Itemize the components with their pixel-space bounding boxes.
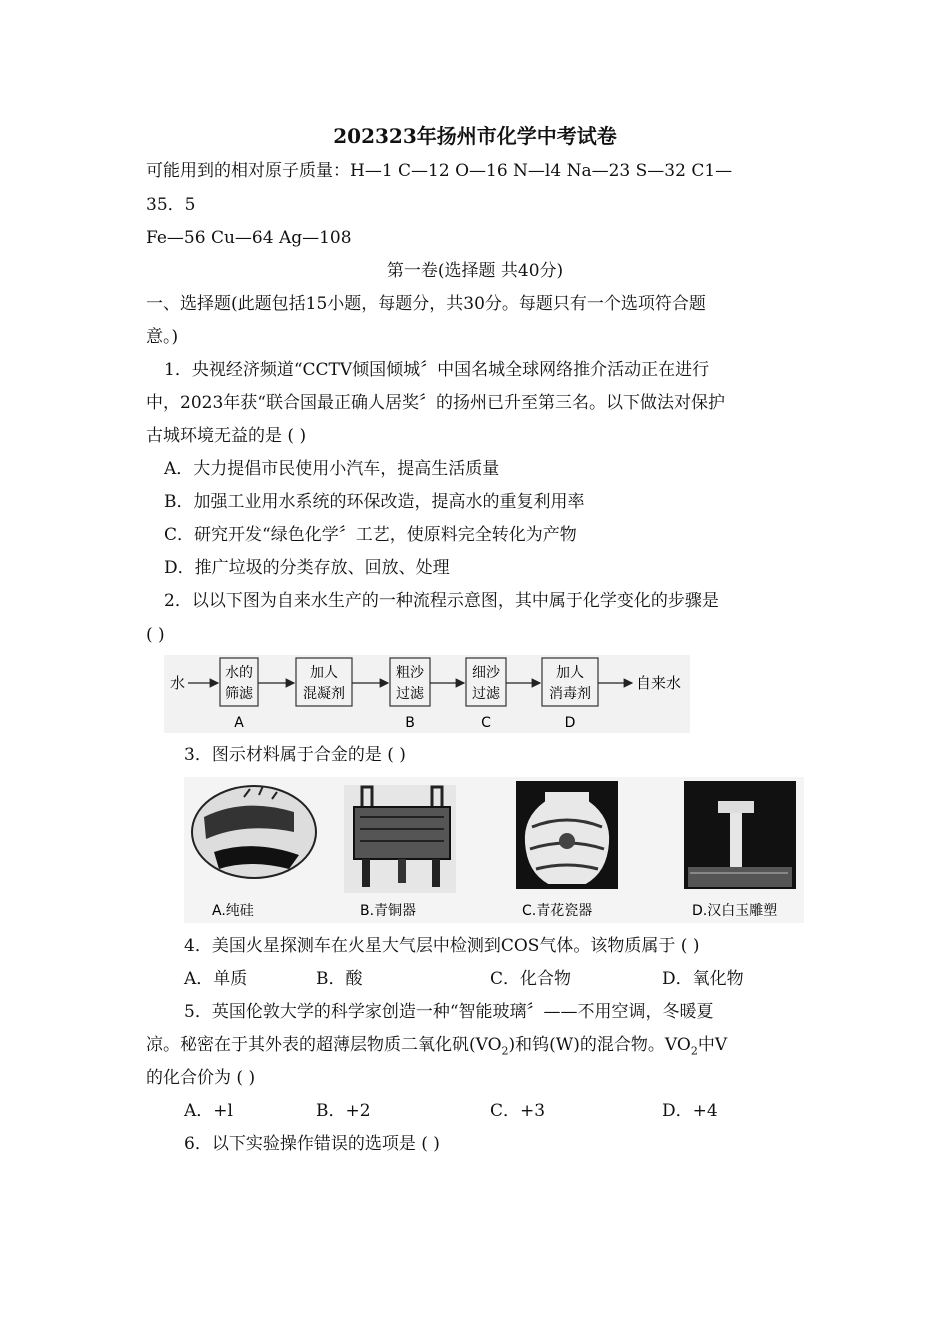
caption-d: D.汉白玉雕塑 (692, 903, 778, 919)
step-2-line-2: 混凝剂 (303, 686, 345, 702)
bronze-vessel-image (344, 785, 456, 893)
q5-line-1: 5．英国伦敦大学的科学家创造一种“智能玻璃〞——不用空调，冬暖夏 (184, 1002, 714, 1022)
pure-silicon-image (192, 786, 316, 878)
q4-option-c: C．化合物 (490, 969, 572, 989)
step-4-line-2: 过滤 (472, 686, 500, 702)
q1-option-d: D．推广垃圾的分类存放、回放、处理 (164, 558, 450, 578)
step-3-line-2: 过滤 (396, 686, 424, 702)
q1-option-b: B．加强工业用水系统的环保改造，提高水的重复利用率 (164, 492, 585, 512)
q5-line-3: 的化合价为 ( ) (146, 1068, 256, 1088)
step-5-line-2: 消毒剂 (549, 686, 591, 702)
q5-option-c: C．+3 (490, 1101, 546, 1121)
step-1-tag: A (234, 715, 244, 731)
q5-option-a: A．+l (184, 1101, 233, 1121)
step-4-line-1: 细沙 (472, 665, 500, 681)
q4-option-b: B．酸 (316, 969, 363, 989)
q1-option-a: A．大力提倡市民使用小汽车，提高生活质量 (164, 459, 500, 479)
q1-option-c: C．研究开发“绿色化学〞工艺，使原料完全转化为产物 (164, 525, 577, 545)
q2-line-1: 2．以以下图为自来水生产的一种流程示意图，其中属于化学变化的步骤是 (164, 591, 719, 611)
caption-c: C.青花瓷器 (522, 903, 593, 919)
step-3-line-1: 粗沙 (396, 665, 424, 681)
flow-end-label: 自来水 (636, 674, 682, 692)
materials-figure (184, 777, 804, 923)
q5-line-2-part-b: )和钨(W)的混合物。VO (508, 1035, 691, 1055)
q1-line-3: 古城环境无益的是 ( ) (146, 426, 307, 446)
q5-options (184, 1100, 784, 1122)
atomic-mass-line-2: 35．5 (146, 195, 196, 215)
jade-sculpture-image (684, 781, 796, 889)
step-1-line-1: 水的 (225, 665, 253, 681)
q5-option-b: B．+2 (316, 1101, 371, 1121)
step-2-line-1: 加人 (310, 665, 338, 681)
caption-a: A.纯硅 (212, 903, 254, 919)
q4-option-a: A．单质 (184, 969, 248, 989)
q5-line-2 (146, 1034, 727, 1062)
step-4-tag: C (481, 715, 491, 731)
q3-line-1: 3．图示材料属于合金的是 ( ) (184, 745, 406, 765)
part1-instructions-2: 意。) (146, 327, 179, 347)
step-3-tag: B (405, 715, 415, 731)
page-title: 202323年扬州市化学中考试卷 (333, 124, 617, 148)
porcelain-jar-image (516, 781, 618, 889)
step-5-tag: D (564, 715, 576, 731)
q4-option-d: D．氧化物 (662, 969, 744, 989)
caption-b: B.青铜器 (360, 903, 417, 919)
water-treatment-flow-diagram (164, 655, 690, 733)
q4-line-1: 4．美国火星探测车在火星大气层中检测到COS气体。该物质属于 ( ) (184, 936, 700, 956)
flow-start-label: 水 (170, 674, 186, 692)
part1-instructions-1: 一、选择题(此题包括15小题，每题分，共30分。每题只有一个选项符合题 (146, 294, 706, 314)
q5-option-d: D．+4 (662, 1101, 718, 1121)
q5-subscript-2: 2 (690, 1044, 698, 1058)
q5-subscript-1: 2 (501, 1044, 509, 1058)
q1-line-1: 1．央视经济频道“CCTV倾国倾城〞中国名城全球网络推介活动正在进行 (164, 360, 710, 380)
atomic-mass-line-3: Fe—56 Cu—64 Ag—108 (146, 228, 352, 248)
step-5-line-1: 加人 (556, 665, 584, 681)
q1-line-2: 中，2023年获“联合国最正确人居奖〞的扬州已升至第三名。以下做法对保护 (146, 393, 725, 413)
step-1-line-2: 筛滤 (225, 686, 253, 702)
q5-line-2-part-c: 中V (697, 1035, 728, 1055)
q4-options (184, 968, 784, 990)
section-title: 第一卷(选择题 共40分) (386, 261, 564, 281)
q2-line-2: ( ) (146, 625, 165, 645)
atomic-mass-line-1: 可能用到的相对原子质量：H—1 C—12 O—16 N—l4 Na—23 S—32 C1— (146, 161, 733, 181)
q6-line-1: 6．以下实验操作错误的选项是 ( ) (184, 1134, 440, 1154)
q5-line-2-part-a: 凉。秘密在于其外表的超薄层物质二氧化矾(VO (146, 1035, 502, 1055)
